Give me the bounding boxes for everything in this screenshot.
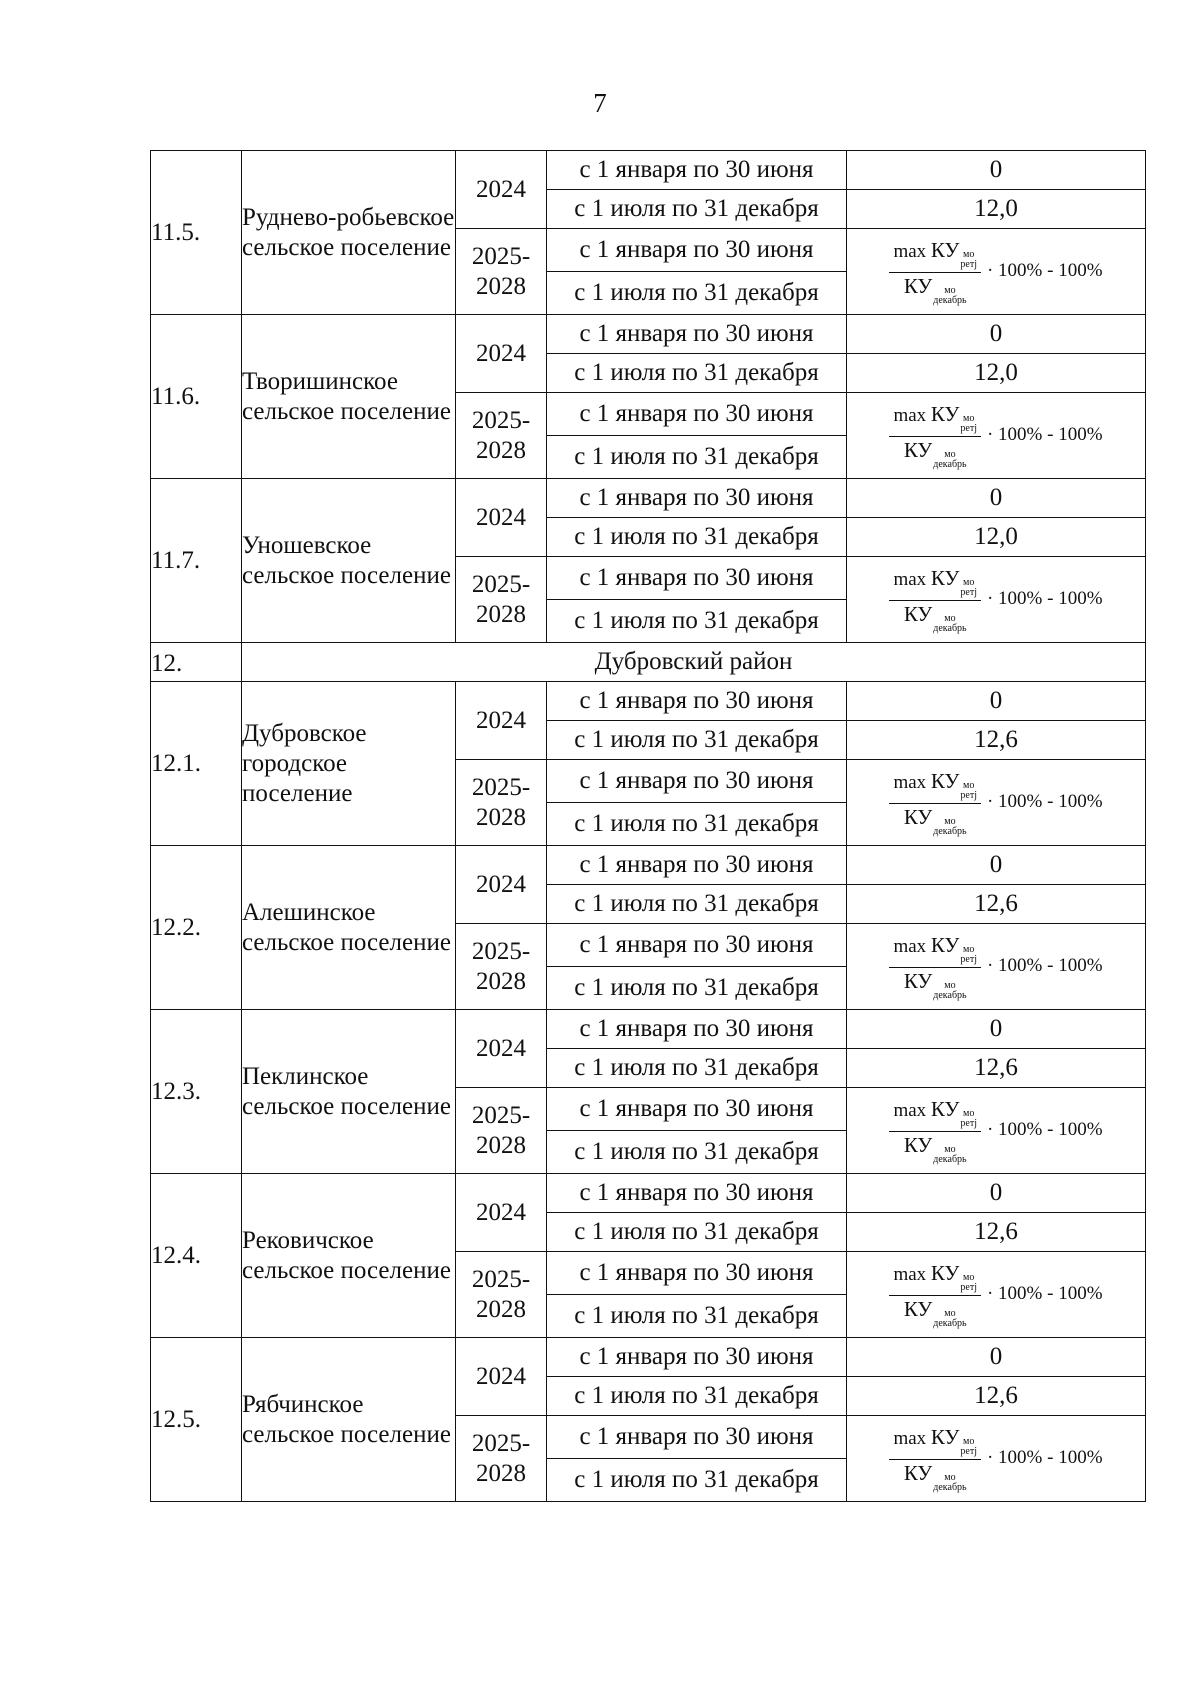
year-range-cell: 2025-2028 — [456, 1252, 547, 1338]
period-cell: с 1 января по 30 июня — [547, 1088, 847, 1131]
value-cell: 12,0 — [847, 190, 1146, 229]
region-number: 12. — [151, 643, 242, 682]
value-cell: 0 — [847, 682, 1146, 721]
period-cell: с 1 января по 30 июня — [547, 479, 847, 518]
entity-number: 12.5. — [151, 1338, 242, 1502]
formula-cell — [847, 1088, 1146, 1174]
value-cell: 0 — [847, 151, 1146, 190]
period-cell: с 1 января по 30 июня — [547, 1174, 847, 1213]
formula: max КУ мо ретj КУ мо декабрь · 100% - 100% — [847, 566, 1145, 634]
year-cell: 2024 — [456, 315, 547, 393]
formula: max КУ мо ретj КУ мо декабрь · 100% - 100% — [847, 238, 1145, 306]
year-range-cell: 2025-2028 — [456, 1416, 547, 1502]
period-cell: с 1 января по 30 июня — [547, 924, 847, 967]
year-cell: 2024 — [456, 479, 547, 557]
year-range-cell: 2025-2028 — [456, 229, 547, 315]
value-cell: 0 — [847, 315, 1146, 354]
entity-number: 11.6. — [151, 315, 242, 479]
formula: max КУ мо ретj КУ мо декабрь · 100% - 100% — [847, 1261, 1145, 1329]
entity-number: 12.3. — [151, 1010, 242, 1174]
year-cell: 2024 — [456, 846, 547, 924]
table-row — [151, 1338, 1146, 1377]
entity-number: 11.7. — [151, 479, 242, 643]
value-cell: 12,6 — [847, 1377, 1146, 1416]
period-cell: с 1 июля по 31 декабря — [547, 967, 847, 1010]
period-cell: с 1 января по 30 июня — [547, 557, 847, 600]
period-cell: с 1 июля по 31 декабря — [547, 721, 847, 760]
entity-name: Рябчинское сельское поселение — [242, 1338, 456, 1502]
period-cell: с 1 января по 30 июня — [547, 846, 847, 885]
period-cell: с 1 июля по 31 декабря — [547, 1213, 847, 1252]
period-cell: с 1 января по 30 июня — [547, 1416, 847, 1459]
value-cell: 0 — [847, 1338, 1146, 1377]
period-cell: с 1 июля по 31 декабря — [547, 190, 847, 229]
entity-name: Пеклинское сельское поселение — [242, 1010, 456, 1174]
period-cell: с 1 июля по 31 декабря — [547, 1377, 847, 1416]
period-cell: с 1 января по 30 июня — [547, 1010, 847, 1049]
value-cell: 0 — [847, 846, 1146, 885]
year-cell: 2024 — [456, 682, 547, 760]
year-cell: 2024 — [456, 1010, 547, 1088]
value-cell: 12,0 — [847, 518, 1146, 557]
period-cell: с 1 июля по 31 декабря — [547, 1049, 847, 1088]
value-cell: 12,6 — [847, 885, 1146, 924]
table-row — [151, 315, 1146, 354]
period-cell: с 1 июля по 31 декабря — [547, 272, 847, 315]
period-cell: с 1 января по 30 июня — [547, 229, 847, 272]
period-cell: с 1 января по 30 июня — [547, 760, 847, 803]
period-cell: с 1 января по 30 июня — [547, 682, 847, 721]
period-cell: с 1 января по 30 июня — [547, 315, 847, 354]
year-range-cell: 2025-2028 — [456, 557, 547, 643]
entity-number: 12.2. — [151, 846, 242, 1010]
entity-number: 12.1. — [151, 682, 242, 846]
formula-cell — [847, 1252, 1146, 1338]
tariff-table — [150, 150, 1146, 1502]
formula-cell — [847, 924, 1146, 1010]
period-cell: с 1 января по 30 июня — [547, 151, 847, 190]
period-cell: с 1 июля по 31 декабря — [547, 600, 847, 643]
formula: max КУ мо ретj КУ мо декабрь · 100% - 100% — [847, 933, 1145, 1001]
period-cell: с 1 июля по 31 декабря — [547, 1295, 847, 1338]
year-cell: 2024 — [456, 1174, 547, 1252]
entity-name: Рековичское сельское поселение — [242, 1174, 456, 1338]
year-range-cell: 2025-2028 — [456, 393, 547, 479]
period-cell: с 1 июля по 31 декабря — [547, 354, 847, 393]
region-name: Дубровский район — [242, 643, 1146, 682]
value-cell: 0 — [847, 1010, 1146, 1049]
year-range-cell: 2025-2028 — [456, 760, 547, 846]
page-number: 7 — [593, 88, 607, 118]
formula-cell — [847, 229, 1146, 315]
period-cell: с 1 июля по 31 декабря — [547, 803, 847, 846]
value-cell: 0 — [847, 1174, 1146, 1213]
value-cell: 12,6 — [847, 721, 1146, 760]
formula-cell — [847, 393, 1146, 479]
year-cell: 2024 — [456, 151, 547, 229]
period-cell: с 1 января по 30 июня — [547, 393, 847, 436]
formula: max КУ мо ретj КУ мо декабрь · 100% - 100% — [847, 769, 1145, 837]
value-cell: 12,6 — [847, 1049, 1146, 1088]
formula: max КУ мо ретj КУ мо декабрь · 100% - 100% — [847, 402, 1145, 470]
period-cell: с 1 января по 30 июня — [547, 1252, 847, 1295]
entity-number: 11.5. — [151, 151, 242, 315]
table-row — [151, 1174, 1146, 1213]
table-row — [151, 479, 1146, 518]
formula: max КУ мо ретj КУ мо декабрь · 100% - 100% — [847, 1425, 1145, 1493]
value-cell: 12,6 — [847, 1213, 1146, 1252]
year-cell: 2024 — [456, 1338, 547, 1416]
table-row — [151, 682, 1146, 721]
entity-name: Руднево-робьевское сельское поселение — [242, 151, 456, 315]
formula-cell — [847, 760, 1146, 846]
period-cell: с 1 июля по 31 декабря — [547, 885, 847, 924]
year-range-cell: 2025-2028 — [456, 924, 547, 1010]
year-range-cell: 2025-2028 — [456, 1088, 547, 1174]
formula-cell — [847, 557, 1146, 643]
formula: max КУ мо ретj КУ мо декабрь · 100% - 100% — [847, 1097, 1145, 1165]
entity-name: Дубровское городское поселение — [242, 682, 456, 846]
entity-name: Алешинское сельское поселение — [242, 846, 456, 1010]
value-cell: 0 — [847, 479, 1146, 518]
table-row — [151, 1010, 1146, 1049]
table-row — [151, 151, 1146, 190]
table-row — [151, 846, 1146, 885]
period-cell: с 1 июля по 31 декабря — [547, 436, 847, 479]
period-cell: с 1 июля по 31 декабря — [547, 518, 847, 557]
formula-cell — [847, 1416, 1146, 1502]
period-cell: с 1 января по 30 июня — [547, 1338, 847, 1377]
entity-number: 12.4. — [151, 1174, 242, 1338]
period-cell: с 1 июля по 31 декабря — [547, 1459, 847, 1502]
entity-name: Уношевское сельское поселение — [242, 479, 456, 643]
period-cell: с 1 июля по 31 декабря — [547, 1131, 847, 1174]
value-cell: 12,0 — [847, 354, 1146, 393]
entity-name: Творишинское сельское поселение — [242, 315, 456, 479]
region-row — [151, 643, 1146, 682]
